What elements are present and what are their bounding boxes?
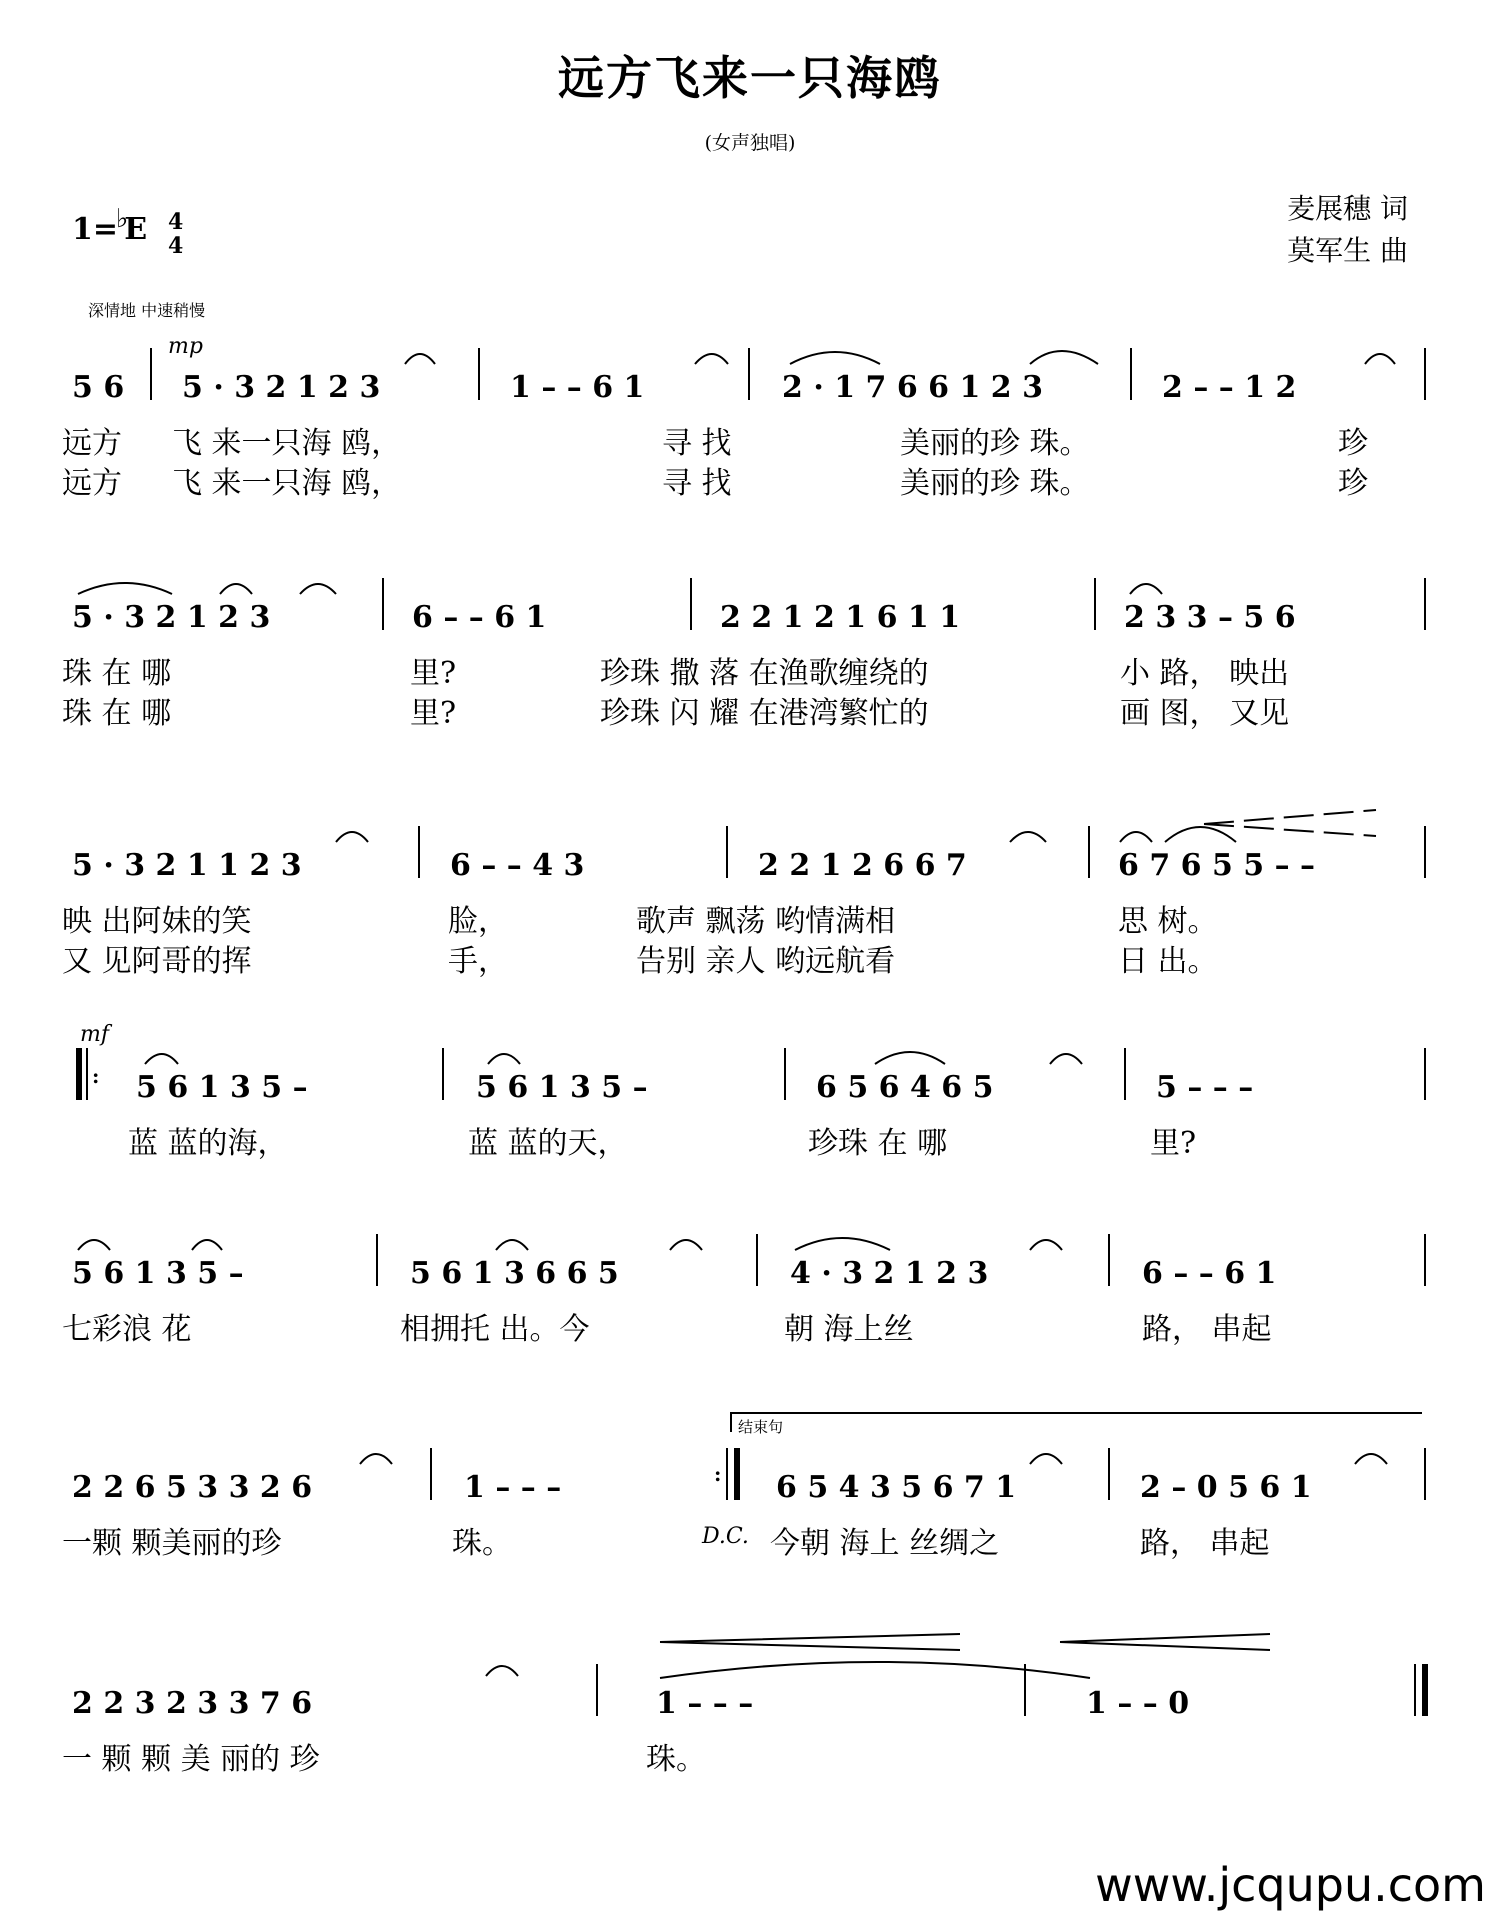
measure-notes: 6 – – 4 3 xyxy=(450,848,585,883)
lyric: 珍 xyxy=(1338,466,1368,501)
measure-notes: 2 – 0 5 6 1 xyxy=(1140,1470,1312,1505)
lyric: 映 出阿妹的笑 xyxy=(62,904,252,939)
lyric: 珠 在 哪 xyxy=(62,696,172,731)
slurs xyxy=(0,796,1500,846)
bar-line xyxy=(418,826,420,878)
bar-line xyxy=(1124,1048,1126,1100)
bar-line xyxy=(784,1048,786,1100)
slurs xyxy=(0,1622,1500,1684)
lyric: 思 树。 xyxy=(1118,904,1218,939)
measure-notes: 6 5 4 3 5 6 7 1 xyxy=(776,1470,1017,1505)
measure-notes: 4 · 3 2 1 2 3 xyxy=(790,1256,989,1291)
bar-line xyxy=(1424,826,1426,878)
final-barline xyxy=(1422,1664,1428,1716)
bar-line xyxy=(150,348,152,400)
bar-line xyxy=(1424,1234,1426,1286)
lyric: 路， 串起 xyxy=(1140,1526,1270,1561)
bar-line xyxy=(1094,578,1096,630)
slurs xyxy=(0,1038,1500,1068)
final-barline xyxy=(1414,1664,1416,1716)
lyric: 一 颗 颗 美 丽的 珍 xyxy=(62,1742,320,1777)
lyric: 寻 找 xyxy=(662,466,732,501)
tempo-marking: 深情地 中速稍慢 xyxy=(88,301,206,320)
subtitle: (女声独唱) xyxy=(704,132,796,154)
lyric: 里? xyxy=(1150,1126,1197,1161)
measure-notes: 6 – – 6 1 xyxy=(1142,1256,1277,1291)
lyric: 告别 亲人 哟远航看 xyxy=(636,944,896,979)
lyric: 又 见阿哥的挥 xyxy=(62,944,252,979)
bar-line xyxy=(478,348,480,400)
lyric: 珠 在 哪 xyxy=(62,656,172,691)
bar-line xyxy=(1424,1448,1426,1500)
lyric: 美丽的珍 珠。 xyxy=(900,466,1090,501)
lyric: 珍 xyxy=(1338,426,1368,461)
bar-line xyxy=(1108,1448,1110,1500)
lyric: 寻 找 xyxy=(662,426,732,461)
repeat-start-barline xyxy=(76,1048,82,1100)
time-signature xyxy=(168,210,183,258)
lyric: 蓝 蓝的天， xyxy=(468,1126,628,1161)
time-signature-bottom: 4 xyxy=(168,233,184,259)
measure-notes: 5 6 1 3 6 6 5 xyxy=(410,1256,619,1291)
bar-line xyxy=(1088,826,1090,878)
bar-line xyxy=(748,348,750,400)
lyric: 相拥托 出。今 xyxy=(400,1312,590,1347)
bar-line xyxy=(756,1234,758,1286)
slurs xyxy=(0,1224,1500,1254)
lyric: 远方 xyxy=(62,426,122,461)
lyric: 里? xyxy=(410,696,457,731)
slurs xyxy=(0,568,1500,598)
measure-notes: 2 – – 1 2 xyxy=(1162,370,1297,405)
dynamic-mf: mf xyxy=(80,1022,110,1047)
bar-line xyxy=(382,578,384,630)
repeat-end-barline xyxy=(734,1448,740,1500)
lyric: 珍珠 撒 落 在渔歌缠绕的 xyxy=(600,656,929,691)
measure-notes: 2 · 1 7 6 6 1 2 3 xyxy=(782,370,1043,405)
key-note: E xyxy=(124,212,148,247)
time-signature-top: 4 xyxy=(168,209,184,235)
ending-bracket xyxy=(730,1412,1422,1414)
flat-symbol: ♭ xyxy=(116,204,129,234)
bar-line xyxy=(1130,348,1132,400)
lyric: 手， xyxy=(448,944,508,979)
slurs xyxy=(0,338,1500,368)
lyric: 飞 来一只海 鸥， xyxy=(172,466,402,501)
measure-notes: 1 – – – xyxy=(464,1470,562,1505)
lyric: 里? xyxy=(410,656,457,691)
lyric: 歌声 飘荡 哟情满相 xyxy=(636,904,896,939)
measure-notes: 2 2 3 2 3 3 7 6 xyxy=(72,1686,313,1721)
ending-label: 结束句 xyxy=(738,1418,784,1436)
lyric: 远方 xyxy=(62,466,122,501)
measure-notes: 1 – – – xyxy=(656,1686,754,1721)
bar-line xyxy=(430,1448,432,1500)
measure-notes: 5 6 xyxy=(72,370,125,405)
lyric: 珍珠 闪 耀 在港湾繁忙的 xyxy=(600,696,929,731)
slurs xyxy=(0,1438,1500,1468)
bar-line xyxy=(690,578,692,630)
measure-notes: 5 · 3 2 1 2 3 xyxy=(182,370,381,405)
measure-notes: 2 3 3 – 5 6 xyxy=(1124,600,1296,635)
page-title: 远方飞来一只海鸥 xyxy=(558,51,942,105)
lyric: 今朝 海上 丝绸之 xyxy=(770,1526,1000,1561)
composer-credit: 莫军生 曲 xyxy=(1287,234,1408,267)
bar-line xyxy=(442,1048,444,1100)
footer-url[interactable]: www.jcqupu.com xyxy=(1095,1858,1486,1912)
measure-notes: 6 5 6 4 6 5 xyxy=(816,1070,994,1105)
lyric: 小 路， 映出 xyxy=(1120,656,1290,691)
repeat-dots: : xyxy=(714,1462,722,1486)
dynamic-mp: mp xyxy=(168,334,203,359)
lyric: 飞 来一只海 鸥， xyxy=(172,426,402,461)
measure-notes: 5 6 1 3 5 – xyxy=(136,1070,308,1105)
measure-notes: 2 2 6 5 3 3 2 6 xyxy=(72,1470,313,1505)
measure-notes: 5 · 3 2 1 2 3 xyxy=(72,600,271,635)
bar-line xyxy=(726,826,728,878)
bar-line xyxy=(1424,1048,1426,1100)
lyric: 珠。 xyxy=(452,1526,512,1561)
lyric: 蓝 蓝的海， xyxy=(128,1126,288,1161)
lyric: 脸， xyxy=(448,904,508,939)
measure-notes: 1 – – 6 1 xyxy=(510,370,645,405)
key-prefix: 1= xyxy=(72,212,119,247)
measure-notes: 5 · 3 2 1 1 2 3 xyxy=(72,848,302,883)
key-signature xyxy=(72,204,148,247)
bar-line xyxy=(376,1234,378,1286)
repeat-end-barline xyxy=(726,1448,728,1500)
measure-notes: 2 2 1 2 6 6 7 xyxy=(758,848,967,883)
bar-line xyxy=(1024,1664,1026,1716)
measure-notes: 6 7 6 5 5 – – xyxy=(1118,848,1316,883)
measure-notes: 5 – – – xyxy=(1156,1070,1254,1105)
lyric: 珠。 xyxy=(646,1742,706,1777)
bar-line xyxy=(1108,1234,1110,1286)
lyric: 美丽的珍 珠。 xyxy=(900,426,1090,461)
ending-bracket-tick xyxy=(730,1412,732,1432)
lyric: 七彩浪 花 xyxy=(62,1312,192,1347)
bar-line xyxy=(1424,348,1426,400)
lyricist-credit: 麦展穗 词 xyxy=(1287,192,1408,225)
lyric: 日 出。 xyxy=(1118,944,1218,979)
repeat-start-barline xyxy=(86,1048,88,1100)
dc-marking: D.C. xyxy=(702,1524,749,1549)
measure-notes: 6 – – 6 1 xyxy=(412,600,547,635)
lyric: 一颗 颗美丽的珍 xyxy=(62,1526,282,1561)
measure-notes: 2 2 1 2 1 6 1 1 xyxy=(720,600,961,635)
lyric: 画 图， 又见 xyxy=(1120,696,1290,731)
lyric: 路， 串起 xyxy=(1142,1312,1272,1347)
measure-notes: 5 6 1 3 5 – xyxy=(72,1256,244,1291)
measure-notes: 1 – – 0 xyxy=(1086,1686,1190,1721)
credits xyxy=(1287,188,1408,272)
repeat-dots: : xyxy=(92,1064,100,1088)
measure-notes: 5 6 1 3 5 – xyxy=(476,1070,648,1105)
lyric: 朝 海上丝 xyxy=(784,1312,914,1347)
lyric: 珍珠 在 哪 xyxy=(808,1126,948,1161)
bar-line xyxy=(596,1664,598,1716)
bar-line xyxy=(1424,578,1426,630)
